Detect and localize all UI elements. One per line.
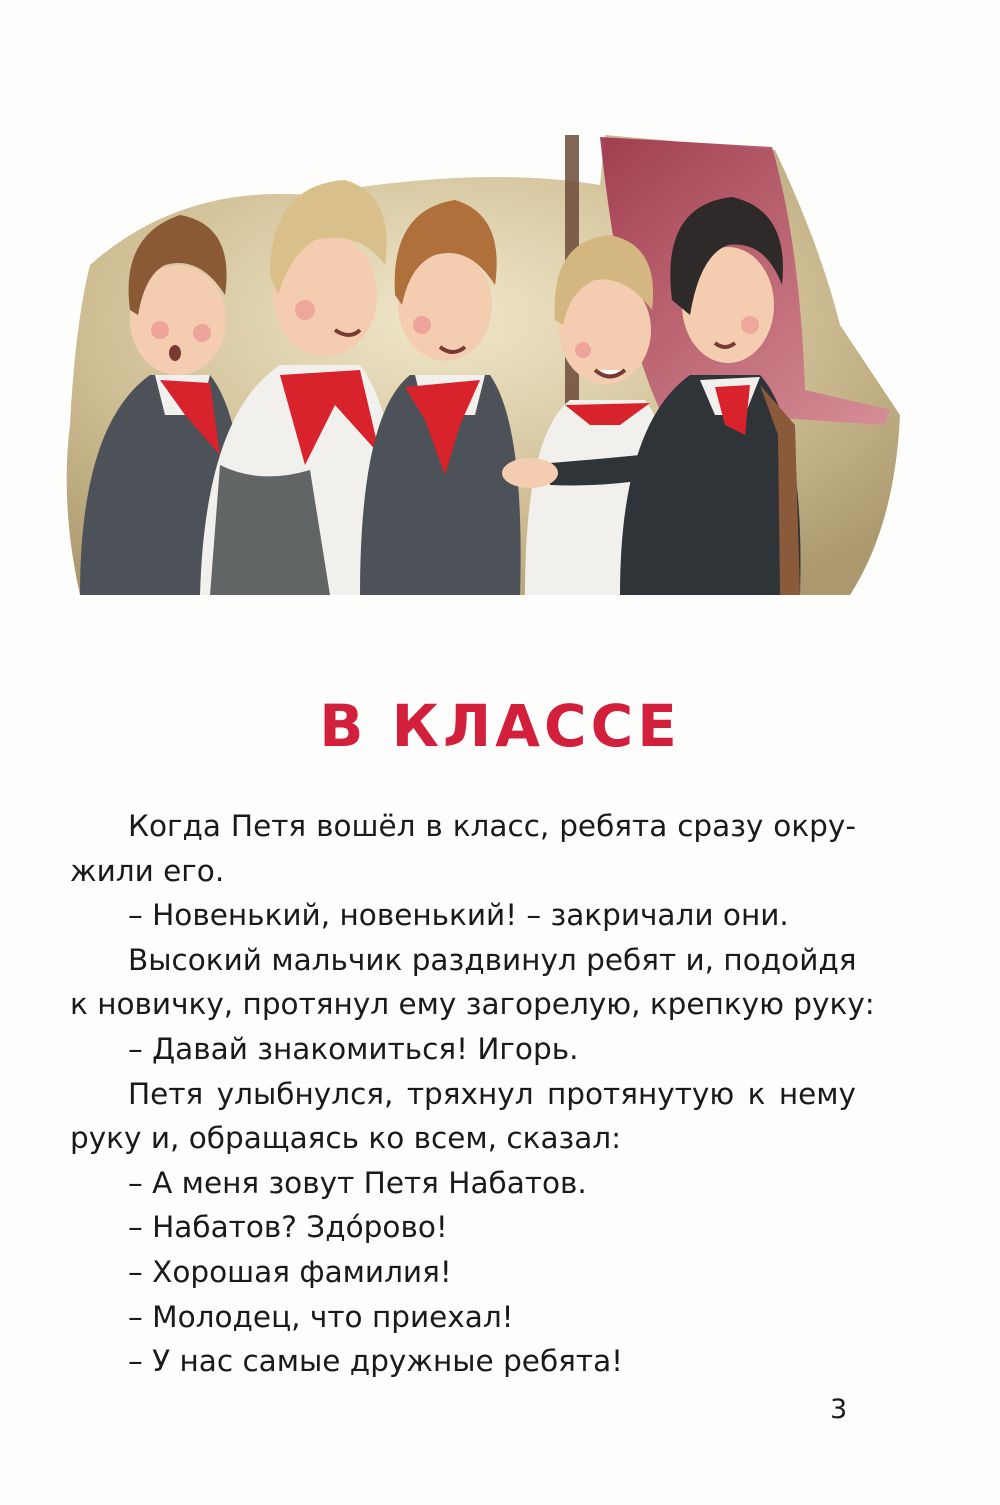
story-line: Петя улыбнулся, тряхнул протянутую к нему bbox=[128, 1076, 856, 1111]
story-line: – У нас самые дружные ребята! bbox=[128, 1344, 623, 1379]
story-text bbox=[70, 804, 875, 1384]
story-line: Когда Петя вошёл в класс, ребята сразу окру- bbox=[128, 809, 856, 843]
story-line: – Новенький, новенький! – закричали они. bbox=[128, 898, 789, 933]
story-line: – Хорошая фамилия! bbox=[128, 1254, 452, 1289]
story-line: Высокий мальчик раздвинул ребят и, подойдя bbox=[128, 942, 857, 977]
story-line: – Давай знакомиться! Игорь. bbox=[128, 1031, 579, 1066]
story-line: к новичку, протянул ему загорелую, крепкую руку: bbox=[70, 987, 875, 1022]
story-line: руку и, обращаясь ко всем, сказал: bbox=[70, 1121, 622, 1156]
story-line: – Набатов? Здóрово! bbox=[128, 1210, 448, 1245]
page-number: 3 bbox=[830, 1394, 848, 1425]
story-line: – Молодец, что приехал! bbox=[128, 1299, 514, 1334]
chapter-title: В КЛАССЕ bbox=[319, 692, 681, 760]
chapter-illustration bbox=[60, 125, 910, 615]
boys-greeting-illustration-icon bbox=[60, 125, 910, 615]
story-line: – А меня зовут Петя Набатов. bbox=[128, 1165, 587, 1200]
story-line: жили его. bbox=[70, 853, 225, 888]
